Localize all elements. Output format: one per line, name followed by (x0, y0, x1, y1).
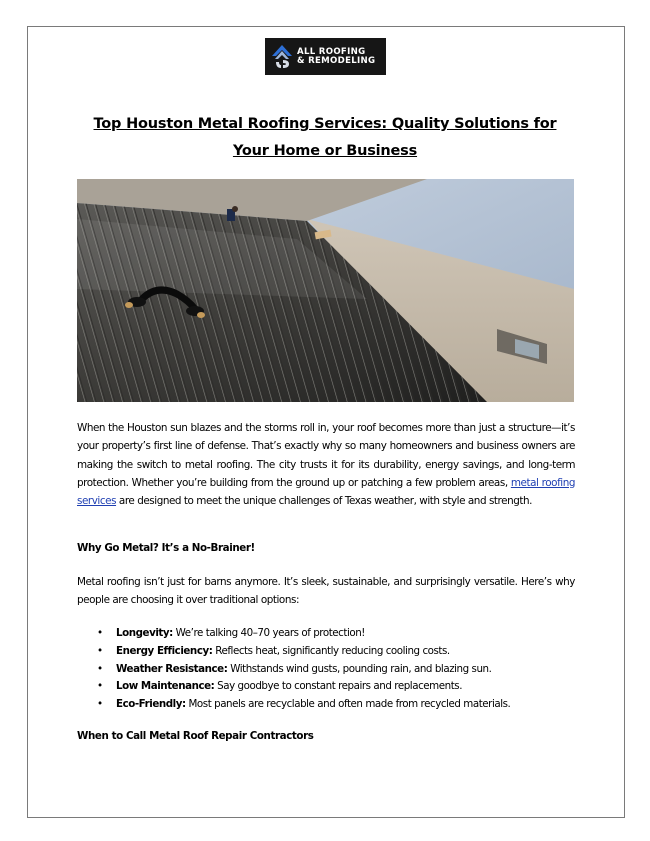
intro-text-end: are designed to meet the unique challenges of Texas weather, with style and strength. (116, 495, 532, 508)
page-title: Top Houston Metal Roofing Services: Quality Solutions for Your Home or Business (93, 116, 557, 159)
metal-roofing-services-link[interactable]: metal roofing services (77, 476, 575, 508)
bullet-text: Withstands wind gusts, pounding rain, and blazing sun. (227, 662, 492, 675)
logo-line-1: ALL ROOFING (297, 46, 366, 57)
benefits-list (97, 625, 510, 714)
bullet-label: Energy Efficiency: (116, 644, 213, 657)
bullet-label: Longevity: (116, 627, 173, 639)
why-heading: Why Go Metal? It’s a No-Brainer! (77, 542, 255, 554)
logo-wordmark (297, 48, 375, 66)
bullet-label: Eco-Friendly: (116, 698, 186, 711)
list-item (97, 661, 510, 679)
list-item (97, 643, 510, 661)
bullet-label: Weather Resistance: (116, 662, 228, 675)
bullet-text: Say goodbye to constant repairs and replacements. (214, 680, 463, 693)
roof-chevron-logo-icon (271, 44, 293, 70)
when-heading: When to Call Metal Roof Repair Contractors (77, 730, 314, 742)
company-logo (265, 38, 386, 75)
bullet-label: Low Maintenance: (116, 680, 215, 693)
bullet-icon: • (97, 662, 103, 675)
bullet-icon: • (97, 680, 103, 693)
logo-line-2: & REMODELING (297, 55, 376, 66)
bullet-icon: • (97, 698, 103, 711)
bullet-icon: • (97, 644, 103, 657)
bullet-icon: • (97, 627, 103, 639)
list-item (97, 678, 510, 696)
intro-paragraph (77, 419, 575, 510)
metal-roof-photo (77, 179, 574, 402)
intro-text: When the Houston sun blazes and the storms roll in, your roof becomes more than just a structure—it’s your property’s first line of defense. That’s exactly why so many homeowners and business owners are making the switch to metal roofing. The city trusts it for its durability, energy savings, and long-term protection. Whether you’re building from the ground up or patching a few problem areas, (77, 422, 575, 489)
list-item (97, 696, 510, 714)
why-paragraph: Metal roofing isn’t just for barns anymore. It’s sleek, sustainable, and surprisingly versatile. Here’s why people are choosing it over traditional options: (77, 576, 575, 607)
bullet-text: Reflects heat, significantly reducing cooling costs. (212, 644, 450, 657)
bullet-text: Most panels are recyclable and often made from recycled materials. (185, 698, 511, 711)
list-item (97, 625, 510, 643)
bullet-text: We’re talking 40–70 years of protection! (172, 627, 365, 639)
